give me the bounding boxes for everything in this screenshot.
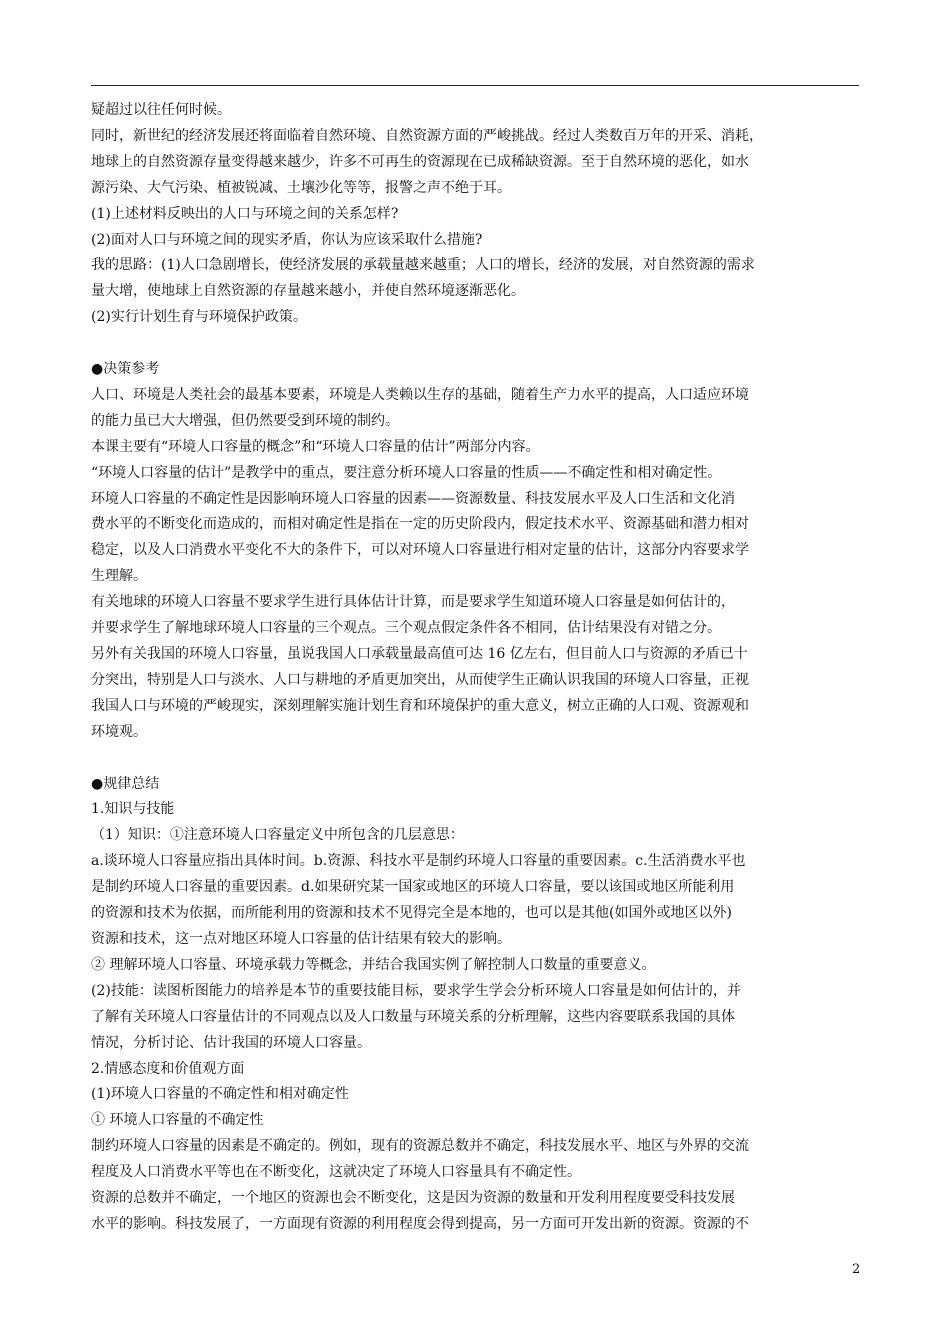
- text-line: 人口、环境是人类社会的最基本要素，环境是人类赖以生存的基础，随着生产力水平的提高，人口适应环境: [91, 386, 749, 403]
- text-line: 疑超过以往任何时候。: [91, 102, 231, 118]
- text-line: ② 理解环境人口容量、环境承载力等概念，并结合我国实例了解控制人口数量的重要意义。: [91, 956, 656, 973]
- paragraph: [91, 953, 861, 979]
- text-line: 生理解。: [91, 568, 147, 585]
- text-line: 1.知识与技能: [91, 801, 175, 818]
- paragraph-gap: [91, 331, 861, 357]
- paragraph: [91, 642, 861, 746]
- section-heading: [91, 357, 861, 383]
- text-line: 的资源和技术为依据，而所能利用的资源和技术不见得完全是本地的，也可以是其他(如国外或地区以外): [91, 905, 732, 922]
- text-line: 制约环境人口容量的因素是不确定的。例如，现有的资源总数并不确定，科技发展水平、地区与外界的交流: [91, 1138, 749, 1155]
- text-line: 并要求学生了解地球环境人口容量的三个观点。三个观点假定条件各不相同，估计结果没有对错之分。: [91, 620, 721, 637]
- paragraph: [91, 305, 861, 331]
- text-line: a.谈环境人口容量应指出具体时间。b.资源、科技水平是制约环境人口容量的重要因素。c.生活消费水平也: [91, 853, 746, 870]
- paragraph: [91, 979, 861, 1057]
- text-line: 稳定，以及人口消费水平变化不大的条件下，可以对环境人口容量进行相对定量的估计，这部分内容要求学: [91, 542, 749, 559]
- text-line: (1)上述材料反映出的人口与环境之间的关系怎样?: [91, 205, 399, 222]
- paragraph: [91, 1108, 861, 1134]
- text-line: 资源的总数并不确定，一个地区的资源也会不断变化，这是因为资源的数量和开发利用程度要受科技发展: [91, 1190, 735, 1207]
- text-line: 水平的影响。科技发展了，一方面现有资源的利用程度会得到提高，另一方面可开发出新的资源。资源的不: [91, 1215, 749, 1232]
- text-line: 情况，分析讨论、估计我国的环境人口容量。: [91, 1034, 371, 1051]
- text-line: 我国人口与环境的严峻现实，深刻理解实施计划生育和环境保护的重大意义，树立正确的人口观、资源观和: [91, 697, 749, 714]
- text-line: 资源和技术，这一点对地区环境人口容量的估计结果有较大的影响。: [91, 930, 511, 947]
- header-rule: [91, 85, 859, 86]
- paragraph: [91, 461, 861, 487]
- text-line: 我的思路：(1)人口急剧增长，使经济发展的承载量越来越重；人口的增长，经济的发展，对自然资源的需求: [91, 257, 755, 274]
- paragraph: [91, 1082, 861, 1108]
- text-line: 量大增，使地球上自然资源的存量越来越小，并使自然环境逐渐恶化。: [91, 283, 525, 300]
- paragraph: [91, 228, 861, 254]
- paragraph: [91, 1057, 861, 1083]
- paragraph: [91, 1186, 861, 1238]
- text-line: “环境人口容量的估计”是教学中的重点，要注意分析环境人口容量的性质——不确定性和相对确定性。: [91, 464, 722, 481]
- text-line: 程度及人口消费水平等也在不断变化，这就决定了环境人口容量具有不确定性。: [91, 1164, 581, 1181]
- text-line: (2)技能：读图析图能力的培养是本节的重要技能目标，要求学生学会分析环境人口容量是如何估计的，并: [91, 982, 741, 999]
- section-heading: [91, 772, 861, 798]
- text-line: (2)实行计划生育与环境保护政策。: [91, 309, 307, 326]
- text-line: 是制约环境人口容量的重要因素。d.如果研究某一国家或地区的环境人口容量，要以该国或地区所能利用: [91, 879, 735, 896]
- text-line: 本课主要有“环境人口容量的概念”和“环境人口容量的估计”两部分内容。: [91, 438, 540, 455]
- text-line: 的能力虽已大大增强，但仍然要受到环境的制约。: [91, 412, 399, 429]
- paragraph: [91, 1134, 861, 1186]
- text-line: ●决策参考: [91, 361, 160, 378]
- text-line: 了解有关环境人口容量估计的不同观点以及人口数量与环境关系的分析理解，这些内容要联系我国的具体: [91, 1008, 735, 1025]
- text-line: ●规律总结: [91, 775, 160, 792]
- paragraph: [91, 435, 861, 461]
- text-line: 分突出，特别是人口与淡水、人口与耕地的矛盾更加突出，从而使学生正确认识我国的环境人口容量，正视: [91, 671, 749, 688]
- paragraph: [91, 98, 861, 124]
- text-line: 地球上的自然资源存量变得越来越少，许多不可再生的资源现在已成稀缺资源。至于自然环境的恶化，如水: [91, 153, 749, 170]
- text-line: (1)环境人口容量的不确定性和相对确定性: [91, 1086, 349, 1103]
- paragraph: [91, 202, 861, 228]
- text-line: ① 环境人口容量的不确定性: [91, 1112, 264, 1129]
- text-line: 费水平的不断变化而造成的，而相对确定性是指在一定的历史阶段内，假定技术水平、资源基础和潜力相对: [91, 516, 749, 533]
- text-line: 有关地球的环境人口容量不要求学生进行具体估计计算，而是要求学生知道环境人口容量是如何估计的，: [91, 594, 735, 611]
- text-line: 同时，新世纪的经济发展还将面临着自然环境、自然资源方面的严峻挑战。经过人类数百万年的开采、消耗，: [91, 127, 763, 144]
- paragraph: [91, 383, 861, 435]
- text-line: 环境人口容量的不确定性是因影响环境人口容量的因素——资源数量、科技发展水平及人口生活和文化消: [91, 490, 735, 507]
- text-line: 源污染、大气污染、植被锐减、土壤沙化等等，报警之声不绝于耳。: [91, 179, 511, 196]
- paragraph-gap: [91, 746, 861, 772]
- text-line: 2.情感态度和价值观方面: [91, 1060, 245, 1077]
- paragraph: [91, 487, 861, 591]
- text-line: 另外有关我国的环境人口容量，虽说我国人口承载量最高值可达 16 亿左右，但目前人口与资源的矛盾已十: [91, 646, 748, 663]
- paragraph: [91, 823, 861, 849]
- document-body: [91, 98, 861, 1238]
- paragraph: [91, 797, 861, 823]
- paragraph: [91, 124, 861, 202]
- text-line: 环境观。: [91, 723, 147, 740]
- text-line: (2)面对人口与环境之间的现实矛盾，你认为应该采取什么措施?: [91, 231, 483, 248]
- text-line: （1）知识：①注意环境人口容量定义中所包含的几层意思：: [91, 827, 464, 844]
- paragraph: [91, 849, 861, 953]
- paragraph: [91, 253, 861, 305]
- page-number: 2: [852, 1262, 861, 1277]
- paragraph: [91, 590, 861, 642]
